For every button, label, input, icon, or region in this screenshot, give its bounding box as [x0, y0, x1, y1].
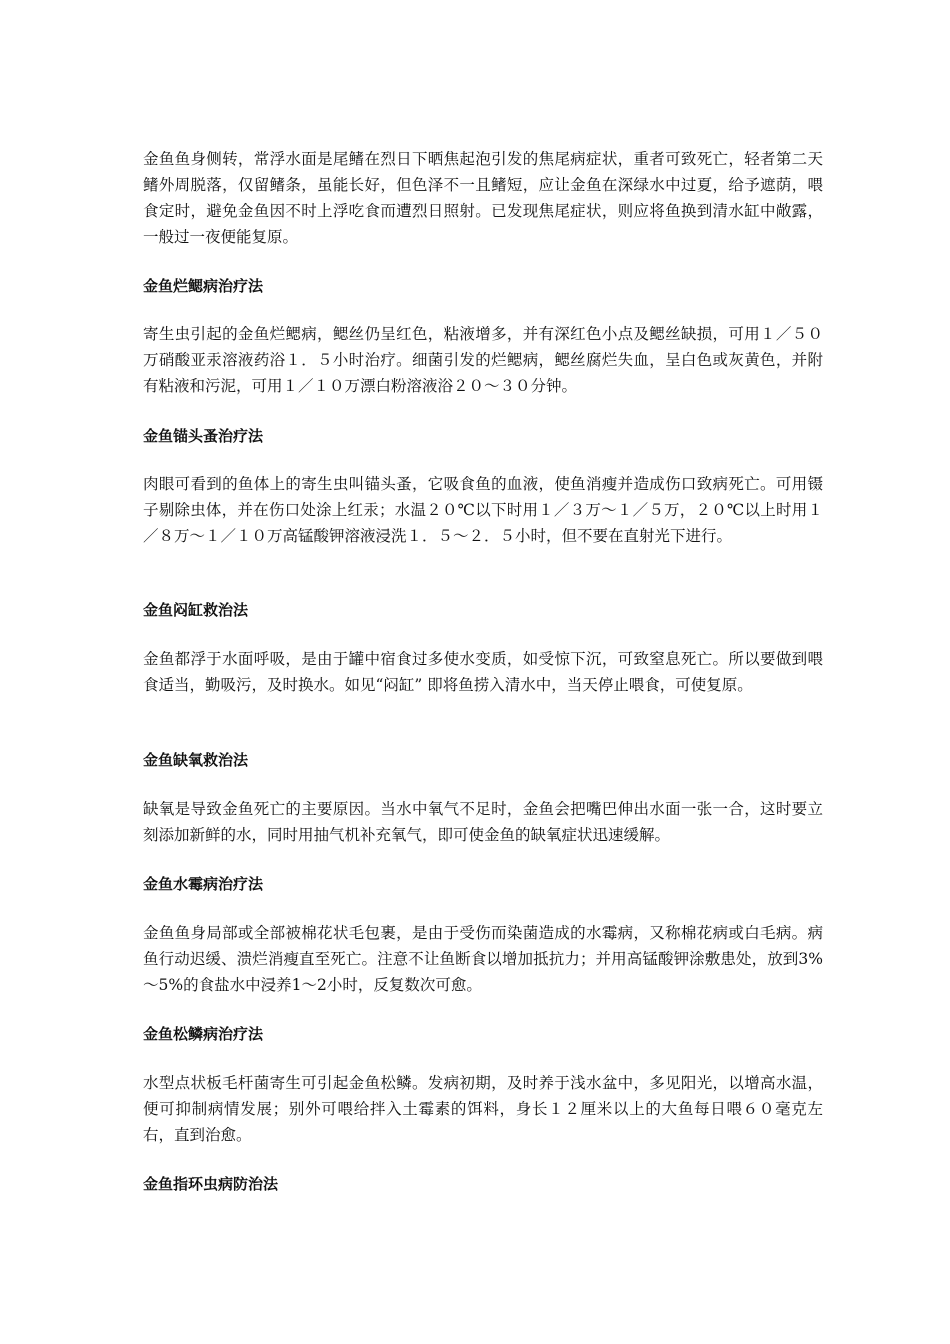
section-paragraph: 寄生虫引起的金鱼烂鳃病，鳃丝仍呈红色，粘液增多，并有深红色小点及鳃丝缺损，可用１／５０万硝酸亚汞溶液药浴１．５小时治疗。细菌引发的烂鳃病，鳃丝腐烂失血，呈白色或灰黄色，并附有粘液和污泥，可用１／１０万漂白粉溶液浴２０～３０分钟。 [143, 325, 823, 395]
section-anchor-worm-body [143, 471, 823, 549]
section-stuffy-tank [143, 598, 823, 622]
section-heading: 金鱼锚头蚤治疗法 [143, 427, 264, 445]
section-paragraph: 肉眼可看到的鱼体上的寄生虫叫锚头蚤，它吸食鱼的血液，使鱼消瘦并造成伤口致病死亡。可用镊子剔除虫体，并在伤口处涂上红汞；水温２０℃以下时用１／３万～１／５万，２０℃以上时用１／８万～１／１０万高锰酸钾溶液浸洗１．５～２．５小时，但不要在直射光下进行。 [143, 475, 823, 545]
section-paragraph: 金鱼都浮于水面呼吸，是由于罐中宿食过多使水变质，如受惊下沉，可致窒息死亡。所以要做到喂食适当，勤吸污，及时换水。如见“闷缸” 即将鱼捞入清水中，当天停止喂食，可使复原。 [143, 650, 823, 694]
section-heading: 金鱼烂鳃病治疗法 [143, 277, 264, 295]
section-scale-body [143, 1070, 823, 1148]
intro-paragraph: 金鱼鱼身侧转，常浮水面是尾鳍在烈日下晒焦起泡引发的焦尾病症状，重者可致死亡，轻者第二天鳍外周脱落，仅留鳍条，虽能长好，但色泽不一且鳍短，应让金鱼在深绿水中过夏，给予遮荫，喂食定时，避免金鱼因不时上浮吃食而遭烈日照射。已发现焦尾症状，则应将鱼换到清水缸中敞露，一般过一夜便能复原。 [143, 150, 823, 246]
section-paragraph: 水型点状板毛杆菌寄生可引起金鱼松鳞。发病初期，及时养于浅水盆中，多见阳光，以增高水温，便可抑制病情发展；别外可喂给拌入土霉素的饵料，身长１２厘米以上的大鱼每日喂６０毫克左右，直到治愈。 [143, 1074, 823, 1144]
section-oxygen [143, 748, 823, 772]
section-paragraph: 金鱼鱼身局部或全部被棉花状毛包裹，是由于受伤而染菌造成的水霉病，又称棉花病或白毛病。病鱼行动迟缓、溃烂消瘦直至死亡。注意不让鱼断食以增加抵抗力；并用高锰酸钾涂敷患处，放到3%～5%的食盐水中浸养1～2小时，反复数次可愈。 [143, 924, 823, 994]
section-anchor-worm [143, 424, 823, 448]
section-heading: 金鱼缺氧救治法 [143, 751, 249, 769]
section-paragraph: 缺氧是导致金鱼死亡的主要原因。当水中氧气不足时，金鱼会把嘴巴伸出水面一张一合，这时要立刻添加新鲜的水，同时用抽气机补充氧气，即可使金鱼的缺氧症状迅速缓解。 [143, 800, 823, 844]
section-water-mold-body [143, 920, 823, 998]
section-gill-rot [143, 274, 823, 298]
section-heading: 金鱼松鳞病治疗法 [143, 1025, 264, 1043]
section-water-mold [143, 872, 823, 896]
section-heading: 金鱼水霉病治疗法 [143, 875, 264, 893]
section-heading: 金鱼指环虫病防治法 [143, 1175, 279, 1193]
intro-block [143, 146, 823, 250]
section-gill-rot-body [143, 321, 823, 399]
section-dactylogyrus [143, 1172, 823, 1196]
section-heading: 金鱼闷缸救治法 [143, 601, 249, 619]
section-stuffy-tank-body [143, 646, 823, 698]
section-scale [143, 1022, 823, 1046]
section-oxygen-body [143, 796, 823, 848]
